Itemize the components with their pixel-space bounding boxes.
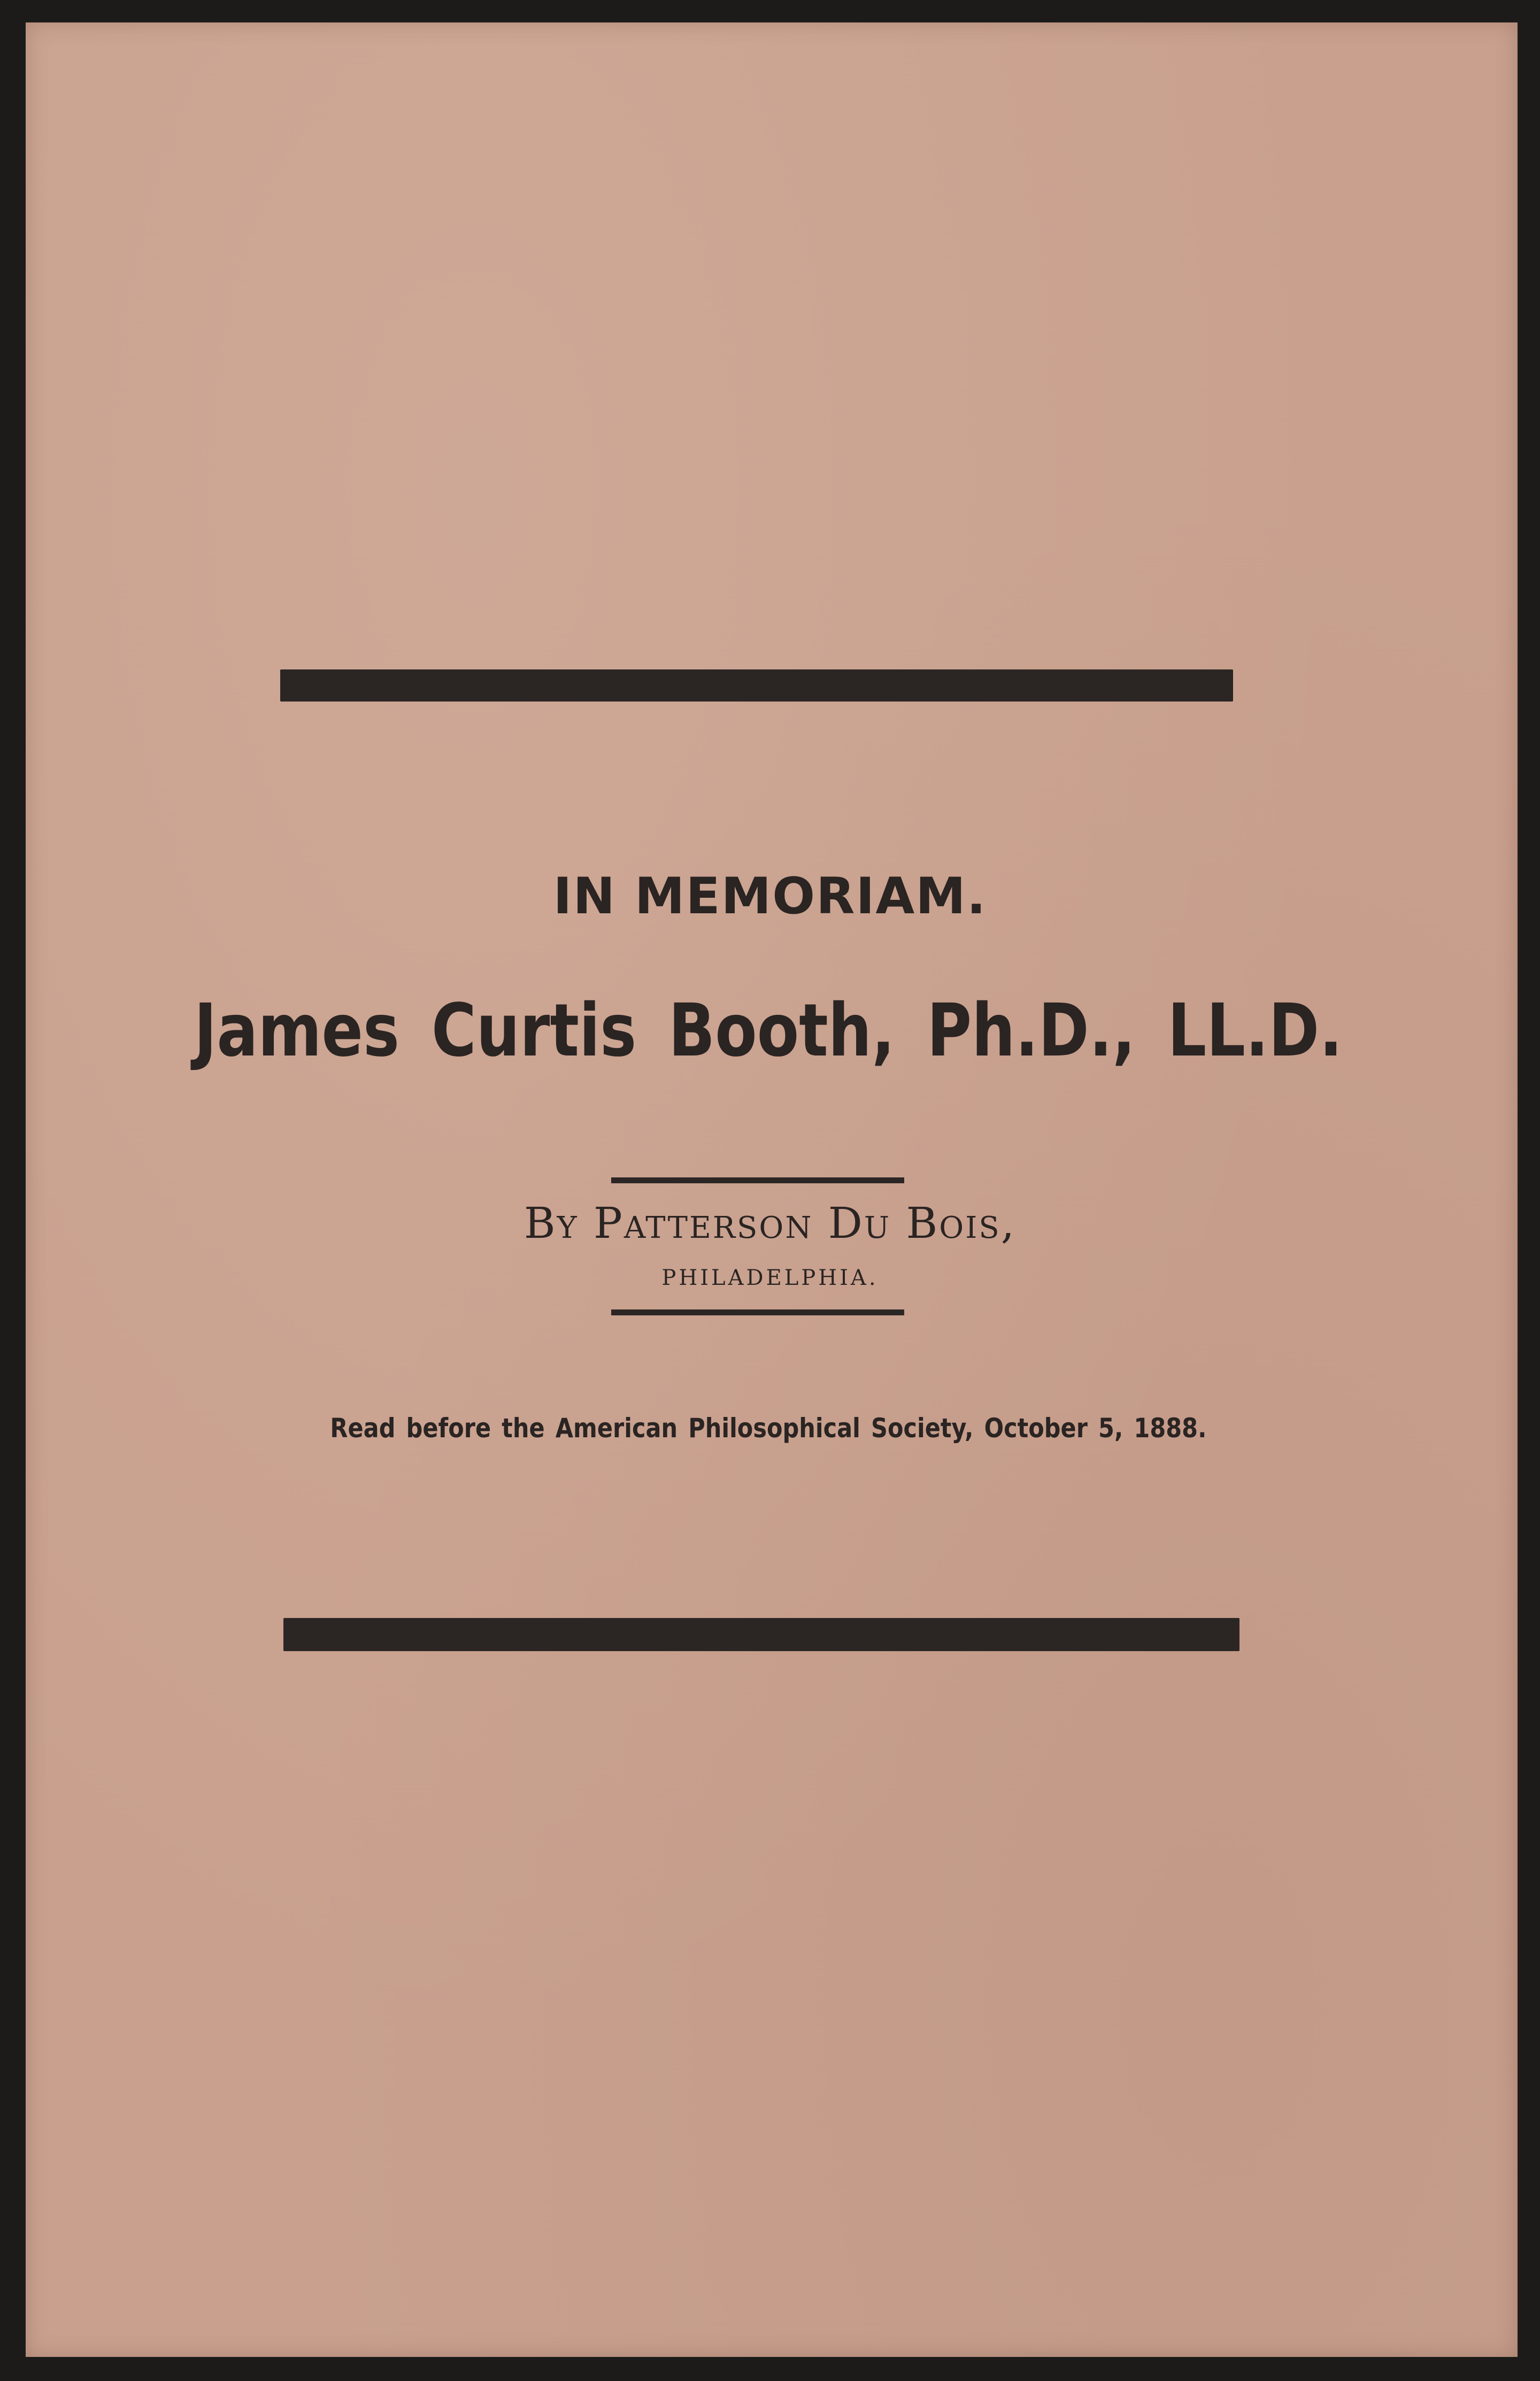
author-place: PHILADELPHIA.	[661, 1266, 879, 1290]
upper-thin-rule	[611, 1177, 904, 1183]
author-line: By Patterson Du Bois,	[523, 1198, 1017, 1248]
subject-name: James Curtis Booth, Ph.D., LL.D.	[194, 989, 1343, 1073]
cover-heading: IN MEMORIAM.	[553, 867, 987, 926]
pamphlet-cover	[26, 22, 1518, 2357]
top-thick-rule	[280, 669, 1233, 702]
read-note: Read before the American Philosophical Society, October 5, 1888.	[330, 1413, 1207, 1444]
lower-thin-rule	[611, 1309, 904, 1315]
bottom-thick-rule	[283, 1618, 1239, 1651]
